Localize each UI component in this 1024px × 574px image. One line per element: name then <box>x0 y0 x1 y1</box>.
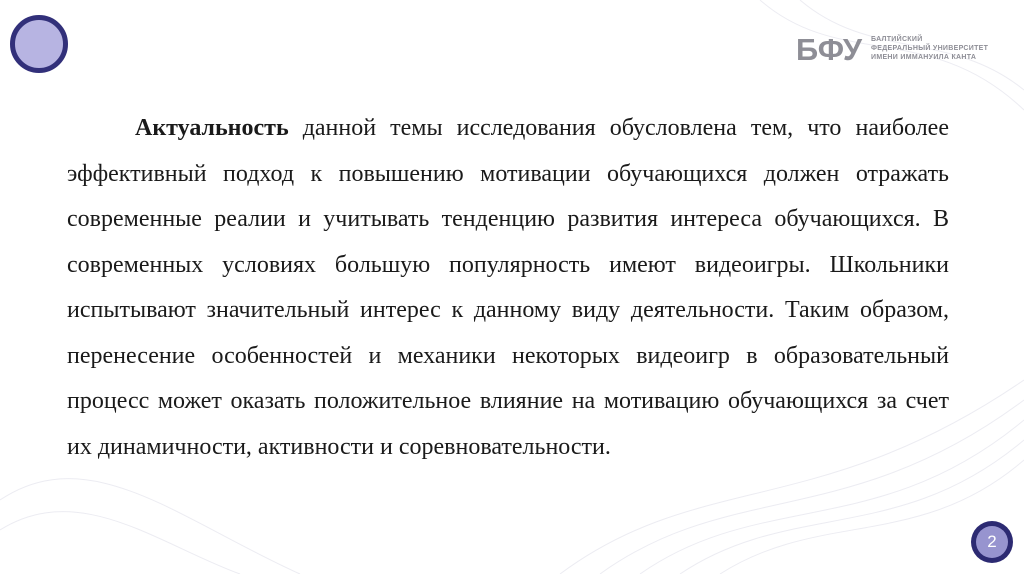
lead-word: Актуальность <box>135 115 289 141</box>
university-logo <box>796 30 988 66</box>
logo-line-3: ИМЕНИ ИММАНУИЛА КАНТА <box>871 53 977 61</box>
body-paragraph <box>67 106 949 470</box>
logo-line-2: ФЕДЕРАЛЬНЫЙ УНИВЕРСИТЕТ <box>871 44 989 52</box>
logo-line-1: БАЛТИЙСКИЙ <box>871 35 923 43</box>
page-number-badge <box>971 521 1013 563</box>
paragraph-text: данной темы исследования обусловлена тем, что наиболее эффективный подход к повышению мотивации обучающихся должен отражать современные реалии и учитывать тенденцию развития интереса обучающихся. В современных условиях большую популярность имеют видеоигры. Школьники испытывают значительный интерес к данному виду деятельности. Таким образом, перенесение особенностей и механики некоторых видеоигр в образовательный процесс может оказать положительное влияние на мотивацию обучающихся за счет их динамичности, активности и соревновательности. <box>67 115 949 460</box>
decorative-circle <box>10 15 68 73</box>
slide-body <box>67 106 949 470</box>
logo-caption <box>871 35 988 62</box>
logo-mark-text: БФУ <box>796 32 863 66</box>
bfu-logo-mark <box>796 30 864 66</box>
page-number: 2 <box>976 526 1008 558</box>
